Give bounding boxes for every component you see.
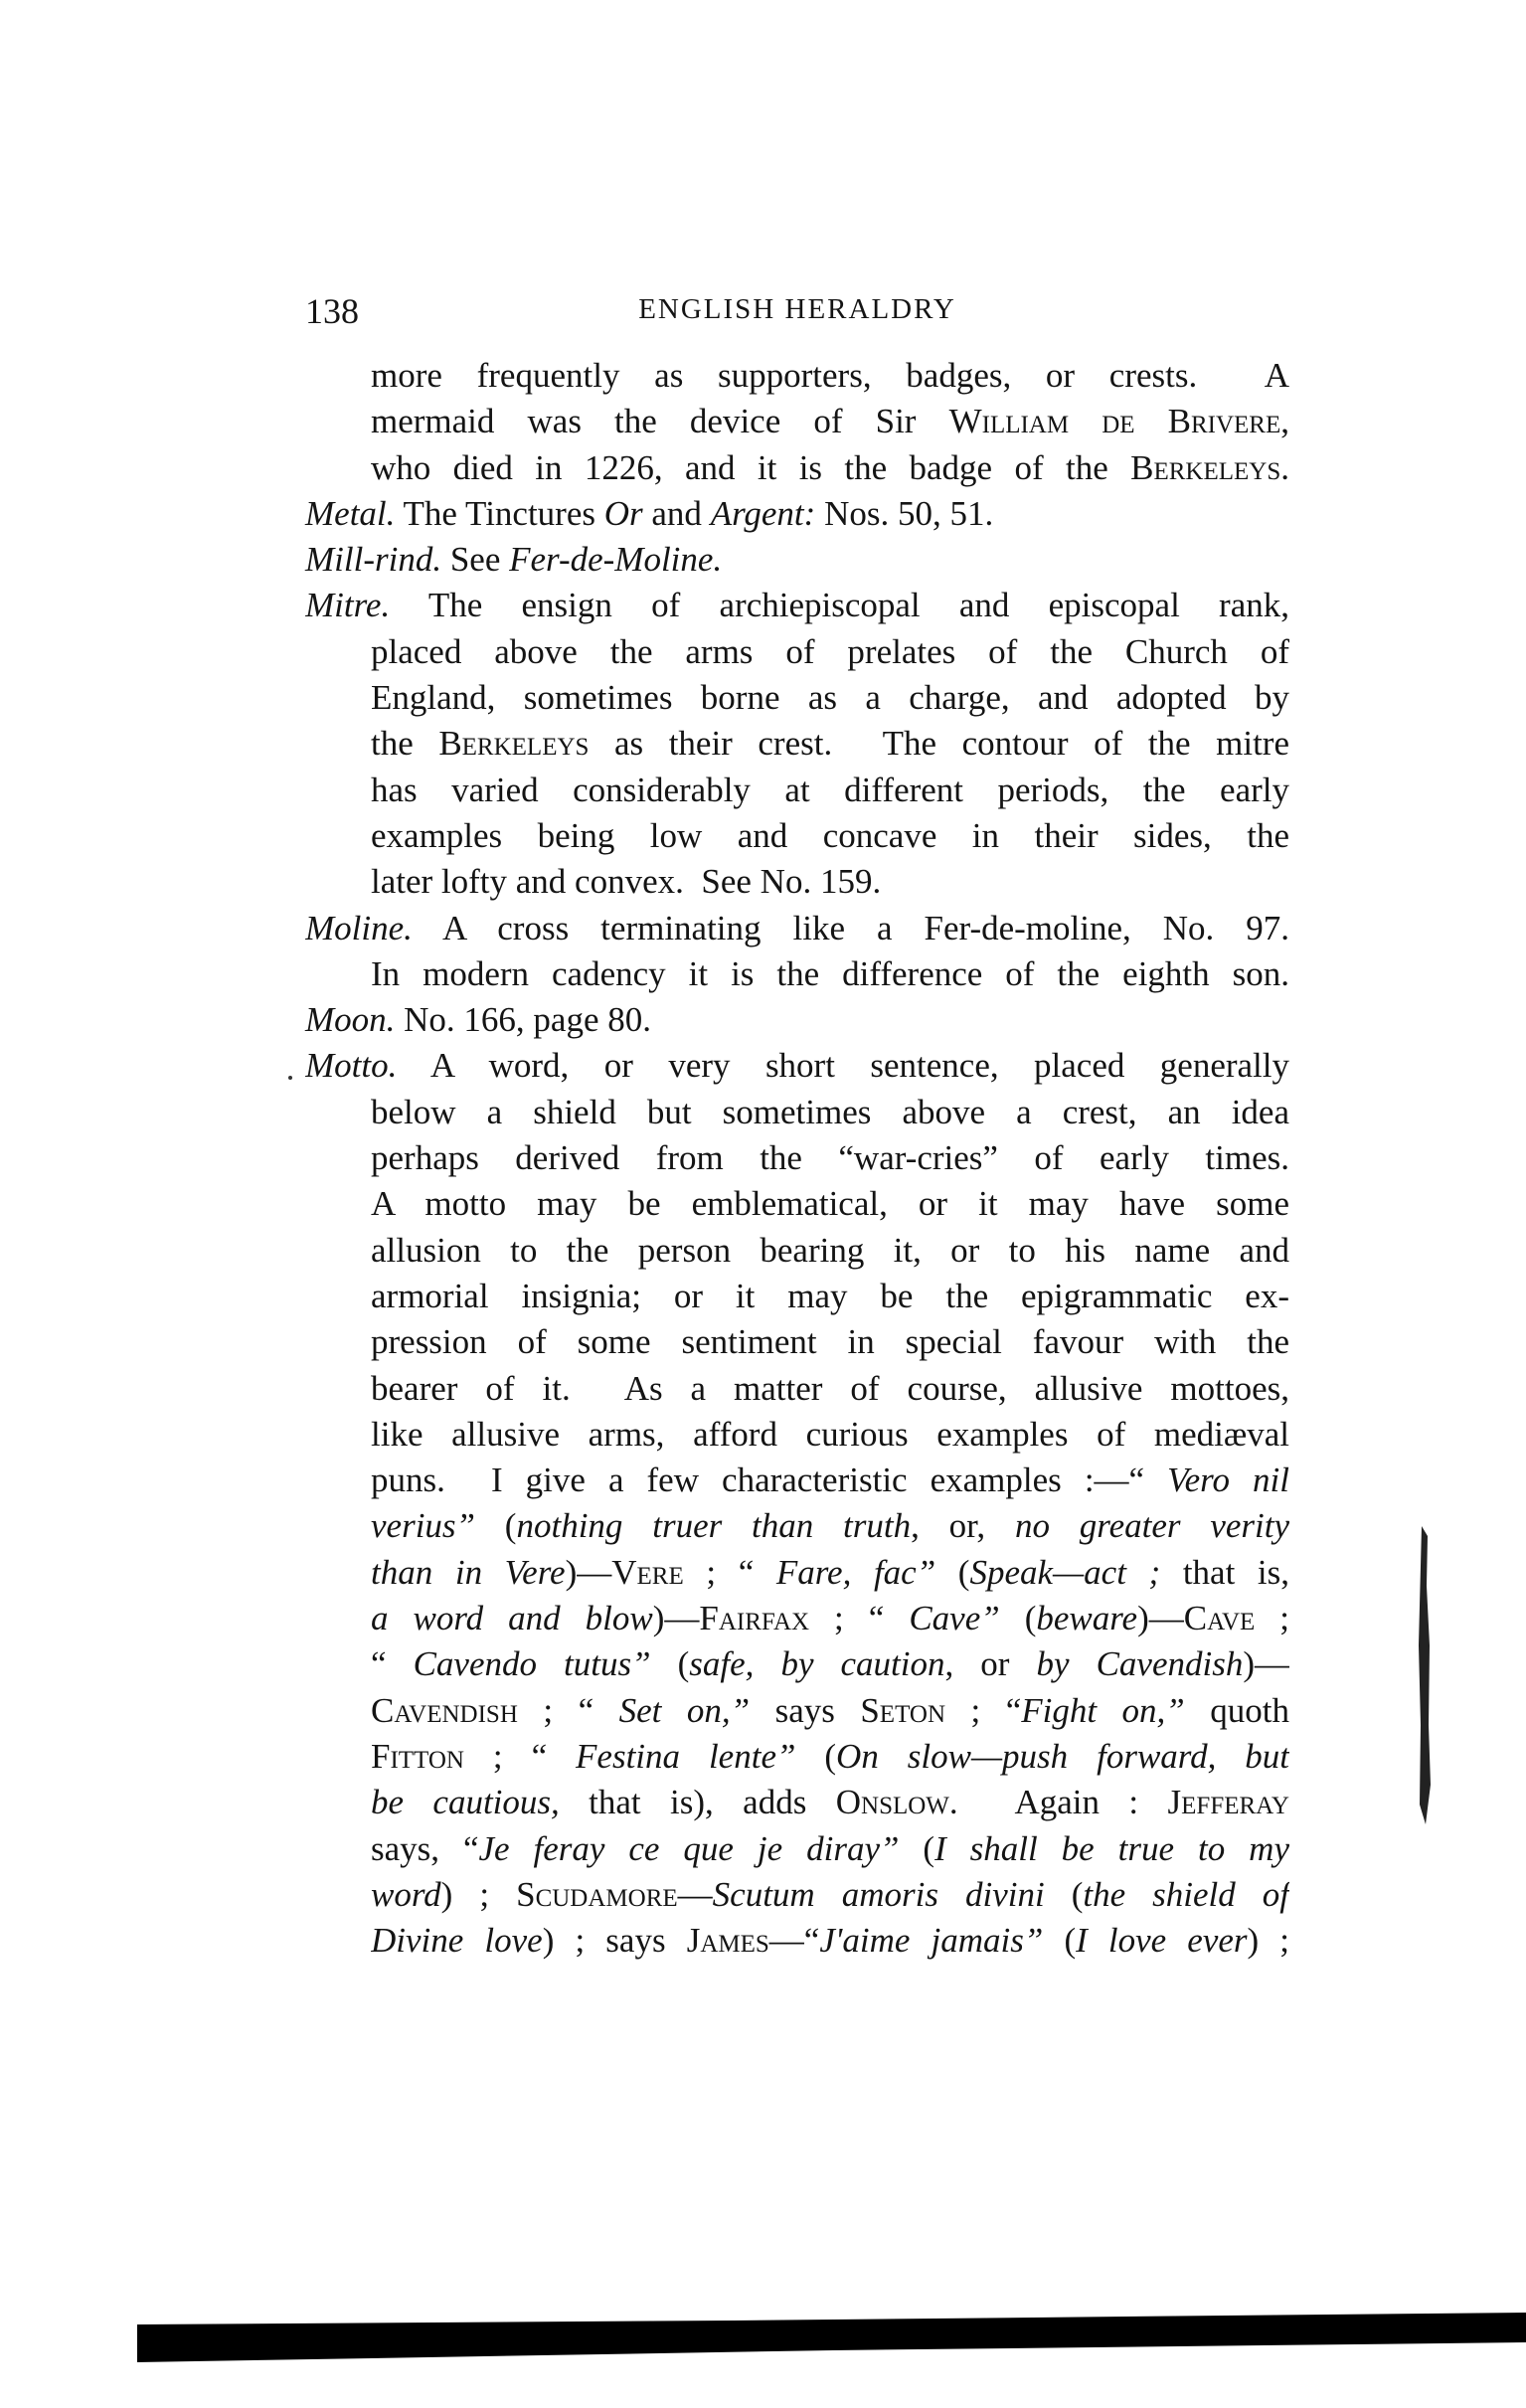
text-line [371, 951, 1289, 997]
italic-text: the shield of [1083, 1874, 1289, 1914]
text-run: . Again : [948, 1783, 1168, 1822]
small-caps-name: Onslow [835, 1783, 949, 1822]
text-run: ; “ [945, 1690, 1022, 1730]
text-run: )— [1137, 1599, 1184, 1638]
italic-text: Mill-rind. [305, 540, 442, 580]
text-run: England, sometimes borne as a charge, and adopted by [371, 678, 1289, 718]
text-run: who died in 1226, and it is the badge of the [371, 447, 1131, 487]
text-run: ( [999, 1599, 1037, 1638]
text-run: , or, [911, 1506, 1015, 1546]
text-run: allusion to the person bearing it, or to his name and [371, 1230, 1289, 1270]
text-run: )— [652, 1599, 700, 1638]
italic-text: Vero nil [1167, 1461, 1289, 1500]
text-line [371, 768, 1289, 813]
text-line [371, 1734, 1289, 1780]
italic-text: Festina lente” [576, 1736, 796, 1776]
small-caps-name: William de Brivere [948, 402, 1281, 441]
italic-text: be cautious, [371, 1783, 560, 1822]
text-line [371, 1550, 1289, 1596]
italic-text: word [371, 1874, 441, 1914]
text-line [371, 1412, 1289, 1458]
text-run: ; “ [683, 1552, 776, 1592]
text-line [371, 1366, 1289, 1412]
text-run: ; “ [464, 1736, 577, 1776]
italic-text: beware [1036, 1599, 1138, 1638]
text-run: below a shield but sometimes above a crest, an idea [371, 1092, 1289, 1131]
italic-text: no greater verity [1014, 1506, 1289, 1546]
text-line [371, 1872, 1289, 1918]
text-run: The ensign of archiepiscopal and episcopal rank, [390, 586, 1289, 625]
text-run: armorial insignia; or it may be the epigrammatic ex- [371, 1276, 1289, 1315]
small-caps-name: James [686, 1921, 769, 1961]
small-caps-name: Jefferay [1167, 1783, 1289, 1822]
text-run: , [1280, 402, 1289, 441]
italic-text: Speak—act ; [969, 1552, 1161, 1592]
text-run: mermaid was the device of Sir [371, 402, 949, 441]
text-line [305, 1043, 1289, 1089]
text-run: ; “ [809, 1599, 910, 1638]
glossary-text [305, 353, 1289, 1964]
italic-text: safe, by caution [689, 1644, 945, 1684]
small-caps-name: Fairfax [699, 1599, 810, 1638]
scan-bottom-bar [137, 2313, 1526, 2362]
small-caps-name: Berkeleys [438, 724, 590, 764]
italic-text: verius” [371, 1506, 475, 1546]
text-run: . [1280, 447, 1289, 487]
text-run: ( [899, 1828, 935, 1868]
italic-text: Scutum amoris divini [712, 1874, 1045, 1914]
text-run: “ [371, 1644, 414, 1684]
text-run: examples being low and concave in their sides, the [371, 815, 1289, 855]
text-run: ; [1255, 1599, 1289, 1638]
italic-text: than in Vere [371, 1552, 566, 1592]
small-caps-name: Vere [611, 1552, 684, 1592]
text-run: ( [475, 1506, 517, 1546]
text-line [305, 906, 1289, 951]
text-run: The Tinctures [395, 493, 604, 533]
text-run: ( [650, 1644, 690, 1684]
text-line [371, 1135, 1289, 1181]
text-run: ( [1044, 1874, 1084, 1914]
text-run: that is), adds [559, 1783, 836, 1822]
text-run: — [677, 1874, 713, 1914]
text-run: A cross terminating like a Fer-de-moline, No. 97. [412, 908, 1289, 947]
italic-text: a word and blow [371, 1599, 653, 1638]
small-caps-name: Berkeleys [1130, 447, 1281, 487]
running-header [305, 290, 1289, 334]
text-line [371, 1688, 1289, 1734]
italic-text: Or [603, 493, 643, 533]
italic-text: Moline. [305, 908, 413, 947]
text-run: later lofty and convex. See No. 159. [371, 862, 882, 902]
text-run: ) ; says [542, 1921, 687, 1961]
scan-edge-mark [1414, 1526, 1438, 1824]
text-run: says, “ [371, 1828, 479, 1868]
text-run: the [371, 724, 439, 764]
small-caps-name: Seton [860, 1690, 946, 1730]
italic-text: Cavendo tutus” [413, 1644, 651, 1684]
text-run: No. 166, page 80. [395, 1000, 652, 1040]
text-line [305, 583, 1289, 628]
text-line [371, 1826, 1289, 1872]
text-line [371, 1641, 1289, 1687]
text-run: )— [565, 1552, 612, 1592]
text-run: ( [1043, 1921, 1077, 1961]
ink-speck [288, 1076, 292, 1080]
italic-text: by Cavendish [1036, 1644, 1244, 1684]
italic-text: Motto. [305, 1046, 398, 1086]
italic-text: I love ever [1076, 1921, 1248, 1961]
text-line [371, 1458, 1289, 1503]
text-line [371, 1319, 1289, 1365]
text-run: ( [795, 1736, 837, 1776]
text-run: Nos. 50, 51. [815, 493, 994, 533]
text-run: ) ; [1247, 1921, 1289, 1961]
italic-text: Moon. [305, 1000, 396, 1040]
italic-text: Cave” [909, 1599, 1000, 1638]
text-run: bearer of it. As a matter of course, allusive mottoes, [371, 1368, 1289, 1408]
text-run: ( [935, 1552, 970, 1592]
text-run: pression of some sentiment in special favour with the [371, 1322, 1289, 1362]
italic-text: Je feray ce que je diray” [478, 1828, 900, 1868]
text-run: See [441, 540, 510, 580]
text-run: like allusive arms, afford curious examples of mediæval [371, 1414, 1289, 1454]
text-line [371, 1918, 1289, 1964]
small-caps-name: Cave [1183, 1599, 1256, 1638]
text-line [371, 1503, 1289, 1549]
italic-text: J'aime jamais” [819, 1921, 1044, 1961]
text-run: placed above the arms of prelates of the Church of [371, 631, 1289, 671]
italic-text: Fight on,” [1021, 1690, 1185, 1730]
text-run: more frequently as supporters, badges, or crests. A [371, 356, 1289, 395]
running-title: ENGLISH HERALDRY [638, 293, 956, 325]
text-line [371, 353, 1289, 399]
text-line [371, 859, 1289, 905]
text-run: has varied considerably at different periods, the early [371, 770, 1289, 809]
italic-text: Metal. [305, 493, 396, 533]
text-run: ; “ [517, 1690, 619, 1730]
italic-text: nothing truer than truth [516, 1506, 912, 1546]
text-line [371, 1090, 1289, 1135]
text-run: A motto may be emblematical, or it may have some [371, 1184, 1289, 1224]
italic-text: Fare, fac” [775, 1552, 936, 1592]
text-line [371, 629, 1289, 675]
small-caps-name: Fitton [371, 1736, 464, 1776]
text-run: perhaps derived from the “war-cries” of early times. [371, 1138, 1289, 1178]
text-line [371, 1780, 1289, 1825]
text-run: says [750, 1690, 861, 1730]
text-run: , or [944, 1644, 1037, 1684]
page-number: 138 [305, 291, 359, 331]
text-line [371, 1228, 1289, 1274]
small-caps-name: Scudamore [516, 1874, 678, 1914]
italic-text: On slow—push forward, but [836, 1736, 1289, 1776]
text-run: and [642, 493, 711, 533]
text-line [371, 399, 1289, 444]
text-run: A word, or very short sentence, placed generally [397, 1046, 1289, 1086]
small-caps-name: Cavendish [371, 1690, 518, 1730]
text-run: ) ; [440, 1874, 517, 1914]
text-run: )— [1243, 1644, 1289, 1684]
text-run: as their crest. The contour of the mitre [589, 724, 1289, 764]
italic-text: Fer-de-Moline. [509, 540, 723, 580]
italic-text: Mitre. [305, 586, 391, 625]
text-line [305, 537, 1289, 583]
text-line [371, 813, 1289, 859]
italic-text: Argent: [710, 493, 816, 533]
italic-text: I shall be true to my [934, 1828, 1289, 1868]
text-run: In modern cadency it is the difference of the eighth son. [371, 953, 1289, 993]
text-run: that is, [1160, 1552, 1289, 1592]
italic-text: Set on,” [618, 1690, 751, 1730]
text-run: —“ [768, 1921, 820, 1961]
text-line [371, 1181, 1289, 1227]
text-line [305, 997, 1289, 1043]
text-line [371, 445, 1289, 491]
text-line [371, 721, 1289, 767]
text-run: quoth [1184, 1690, 1289, 1730]
italic-text: Divine love [371, 1921, 543, 1961]
text-run: puns. I give a few characteristic examples :—“ [371, 1461, 1168, 1500]
text-line [371, 1274, 1289, 1319]
text-line [371, 1596, 1289, 1641]
text-line [305, 491, 1289, 537]
text-line [371, 675, 1289, 721]
